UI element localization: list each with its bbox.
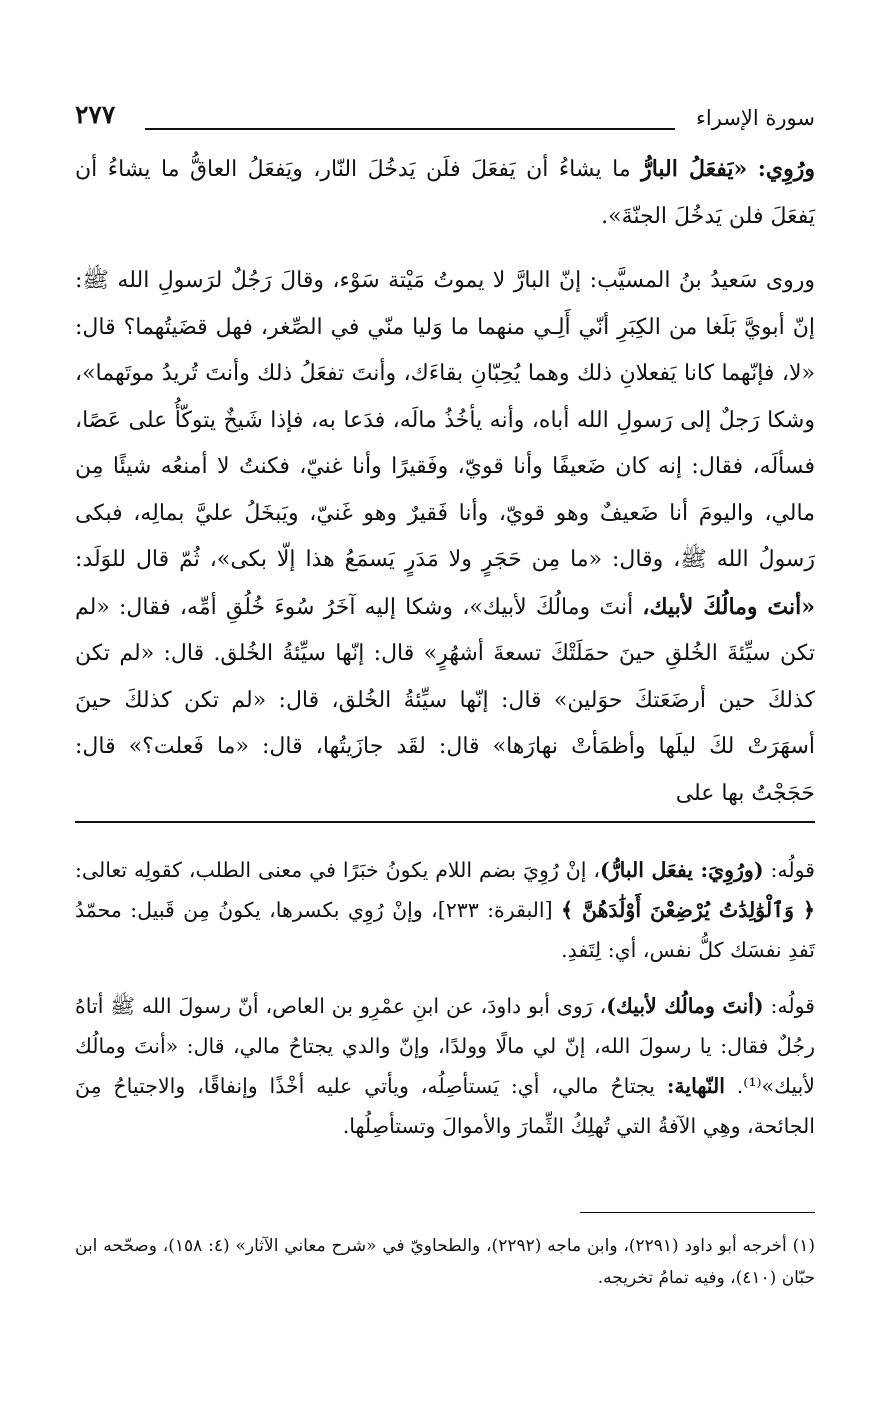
hadith-paragraph-1 [75, 146, 815, 240]
paragraph-text: أنتَ ومالُكَ لأبيك»، وشكا إليه آخَرُ سُوءَ خُلُقِ أمِّه، فقال: «لم تكن سيِّئةَ الخُلقِ حينَ حمَلَتْكَ تسعةَ أشهُرٍ» قال: إنّها سيِّئةُ الخُلق. قال: «لم تكن كذلكَ حين أرضَعَتكَ حوَلين» قال: إنّها سيِّئةُ الخُلق، قال: «لم تكن كذلكَ حينَ أسهَرَتْ لكَ ليلَها وأظمَأتْ نهارَها» قال: لقَد جازَيتُها، قال: «ما فَعلت؟» قال: حَجَجْتُ بها على [75, 594, 815, 806]
paragraph-text: ، رَوى أبو داودَ، عن ابنِ عمْرِو بن العاص، أنّ رسولَ الله ﷺ أتاهُ رجُلٌ فقال: يا رسولَ الله، إنّ لي مالًا وولدًا، وإنّ والدي يجتاحُ مالي، قال: «أنتَ ومالُك لأبيك»⁽¹⁾. [75, 994, 815, 1098]
commentary-paragraph-2 [75, 986, 815, 1146]
paragraph-text: ما يشاءُ أن يَفعَلَ فلَن يَدخُلَ النّار، ويَفعَلُ العاقُّ ما يشاءُ أن يَفعَلَ فلن يَدخُلَ الجنّةَ». [75, 157, 815, 229]
commentary-paragraph-1 [75, 850, 815, 970]
section-divider [75, 821, 815, 823]
quote-bold: «أنتَ ومالُكَ لأبيك، [642, 593, 815, 620]
page-header [75, 100, 815, 140]
surah-title: سورة الإسراء [696, 106, 815, 130]
hadith-paragraph-2 [75, 258, 815, 817]
paragraph-text: وروى سَعيدُ بنُ المسيَّب: إنّ البارَّ لا يموتُ مَيْتة سَوْء، وقالَ رَجُلٌ لرَسولِ الله ﷺ: إنّ أبويَّ بَلَغا من الكِبَرِ أنّي أَلِـي منهما ما وَليا منّي في الصِّغر، فهل قضَيتُهما؟ قال: «لا، فإنّهما كانا يَفعلانِ ذلك وهما يُحِبّانِ بقاءَك، وأنتَ تفعَلُ ذلك وأنتَ تُريدُ موتَهما»، وشكا رَجلٌ إلى رَسولِ الله أباه، وأنه يأخُذُ مالَه، فدَعا به، فإذا شَيخٌ يتوكّأُ على عَصًا، فسألَه، فقال: إنه كان ضَعيفًا وأنا قويّ، وفَقيرًا وأنا غنيّ، فكنتُ لا أمنعُه شيئًا مِن مالي، واليومَ أنا ضَعيفٌ وهو قويّ، وأنا فَقيرٌ وهو غَنيّ، ويَبخَلُ عليَّ بمالِه، فبكى رَسولُ الله ﷺ، وقال: «ما مِن حَجَرٍ ولا مَدَرٍ يَسمَعُ هذا إلّا بكى»، ثُمّ قال للوَلَد: [75, 268, 815, 572]
quoted-phrase: (ورُوِيَ: يفعَل البارُّ) [600, 858, 764, 882]
quoted-phrase: (أنتَ ومالُك لأبيك) [606, 994, 764, 1018]
lead-word: قولُه: [770, 858, 815, 882]
paragraph-text: [البقرة: ٢٣٣]، وإنْ رُوِي بكسرها، يكونُ مِن قَبيل: محمّدُ تَفدِ نفسَك كلُّ نفس، أي: لِتَفدِ. [75, 898, 815, 962]
quran-verse: ﴿ وَٱلْوَٰلِدَٰتُ يُرْضِعْنَ أَوْلَٰدَهُنَّ ﴾ [560, 898, 815, 922]
footnote-divider [580, 1212, 815, 1213]
header-rule [145, 128, 675, 130]
footnote-section [75, 1230, 815, 1294]
lead-word: قولُه: [770, 994, 815, 1018]
commentary-section [75, 850, 815, 1146]
source-label: النّهاية: [666, 1074, 725, 1098]
paragraph-text: ، إنْ رُوِيَ بضم اللام يكونُ خبَرًا في معنى الطلب، كقولِه تعالى: [75, 858, 601, 882]
quote-bold: «يَفعَلُ البارُّ [641, 156, 748, 182]
lead-word: ورُوِي: [757, 156, 815, 182]
main-text [75, 146, 815, 817]
footnote-text: (١) أخرجه أبو داود (٢٢٩١)، وابن ماجه (٢٢٩٢)، والطحاويّ في «شرح معاني الآثار» (٤: ١٥٨)، وصحّحه ابن حبّان (٤١٠)، وفيه تمامُ تخريجه. [75, 1236, 815, 1288]
page-number: ٢٧٧ [75, 100, 116, 129]
paragraph-text: يجتاحُ مالي، أي: يَستأصِلُه، ويأتي عليه أخْذًا وإنفاقًا، والاجتياحُ مِنَ الجائحة، وهِي الآفةُ التي تُهلِكُ الثِّمارَ والأموالَ وتستأصِلُها. [75, 1074, 815, 1138]
